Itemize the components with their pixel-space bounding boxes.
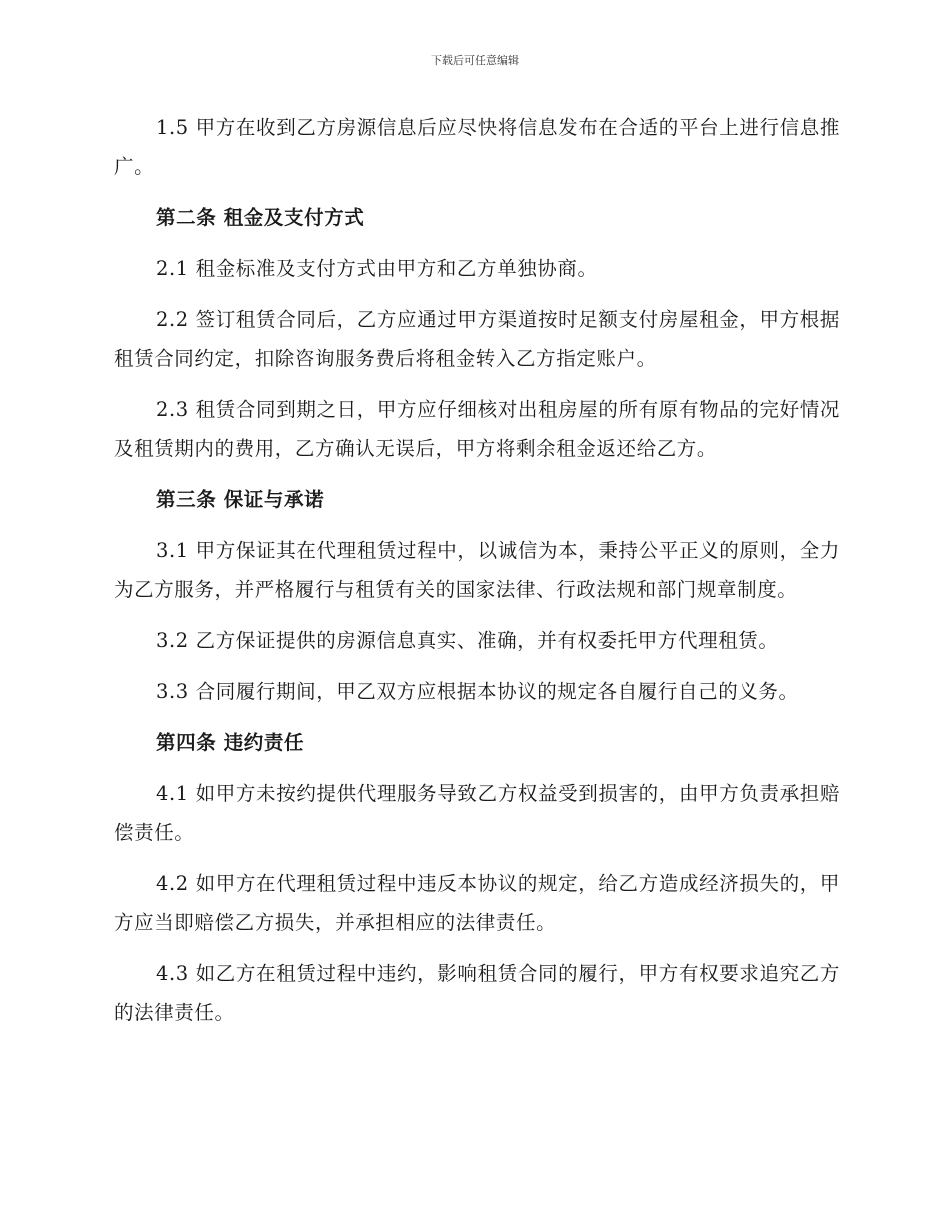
section-3-heading: 第三条 保证与承诺 bbox=[156, 488, 325, 511]
clause-4-2: 4.2 如甲方在代理租赁过程中违反本协议的规定，给乙方造成经济损失的，甲方应当即赔偿乙方损失，并承担相应的法律责任。 bbox=[114, 872, 840, 934]
section-4-heading: 第四条 违约责任 bbox=[156, 731, 305, 754]
clause-2-2: 2.2 签订租赁合同后，乙方应通过甲方渠道按时足额支付房屋租金，甲方根据租赁合同约定，扣除咨询服务费后将租金转入乙方指定账户。 bbox=[114, 308, 840, 370]
clause-3-3: 3.3 合同履行期间，甲乙双方应根据本协议的规定各自履行自己的义务。 bbox=[156, 680, 799, 703]
clause-4-1: 4.1 如甲方未按约提供代理服务导致乙方权益受到损害的，由甲方负责承担赔偿责任。 bbox=[114, 782, 840, 844]
document-body bbox=[114, 108, 840, 1032]
clause-2-1: 2.1 租金标准及支付方式由甲方和乙方单独协商。 bbox=[156, 257, 598, 280]
clause-4-3: 4.3 如乙方在租赁过程中违约，影响租赁合同的履行，甲方有权要求追究乙方的法律责任。 bbox=[114, 962, 840, 1024]
clause-3-1: 3.1 甲方保证其在代理租赁过程中，以诚信为本，秉持公平正义的原则，全力为乙方服务，并严格履行与租赁有关的国家法律、行政法规和部门规章制度。 bbox=[114, 539, 840, 601]
section-2-heading: 第二条 租金及支付方式 bbox=[156, 206, 365, 229]
clause-3-2: 3.2 乙方保证提供的房源信息真实、准确，并有权委托甲方代理租赁。 bbox=[156, 629, 779, 652]
clause-1-5: 1.5 甲方在收到乙方房源信息后应尽快将信息发布在合适的平台上进行信息推广。 bbox=[114, 116, 840, 178]
clause-2-3: 2.3 租赁合同到期之日，甲方应仔细核对出租房屋的所有原有物品的完好情况及租赁期内的费用，乙方确认无误后，甲方将剩余租金返还给乙方。 bbox=[114, 398, 840, 460]
page-header: 下载后可任意编辑 bbox=[431, 54, 519, 67]
